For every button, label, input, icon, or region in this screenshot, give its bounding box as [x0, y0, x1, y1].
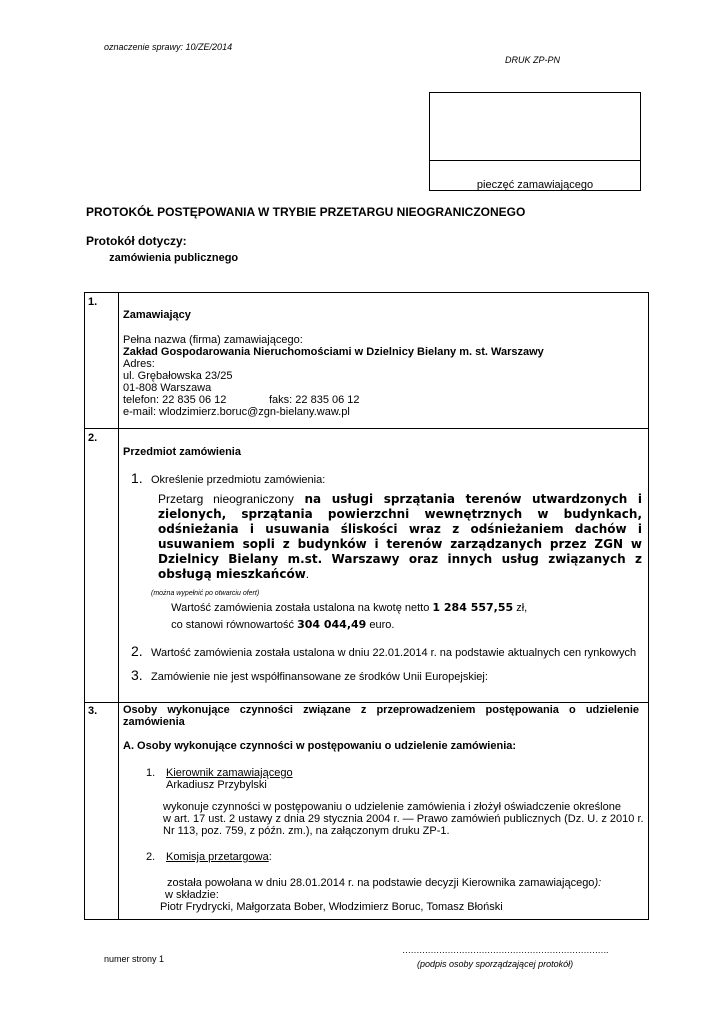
value-line: [151, 602, 645, 614]
concerns-item-label: zamówienia publicznego: [109, 252, 239, 264]
section-2: [123, 446, 645, 683]
committee-colon: :: [268, 851, 272, 863]
form-code: DRUK ZP-PN: [505, 55, 561, 65]
committee-members: Piotr Frydrycki, Małgorzata Bober, Włodzimierz Boruc, Tomasz Błoński: [160, 901, 503, 913]
row-divider-1: [85, 428, 648, 429]
city: 01-808 Warszawa: [123, 382, 212, 394]
subject-item-label: Określenie przedmiotu zamówienia:: [151, 474, 326, 486]
eu-funding-number: 3.: [131, 667, 143, 683]
manager-number: 1.: [146, 767, 156, 779]
equiv-amount: 304 044,49: [297, 618, 367, 631]
fill-note: (można wypełnić po otwarciu ofert): [151, 590, 260, 597]
committee-item: [146, 851, 645, 863]
manager-name: Arkadiusz Przybylski: [166, 779, 267, 791]
stamp-divider: [430, 160, 640, 161]
protocol-table: [84, 292, 649, 920]
committee-label: Komisja przetargowa: [166, 851, 269, 863]
section-1-title: Zamawiający: [123, 309, 191, 321]
eu-funding-text: Zamówienie nie jest współfinansowane ze środków Unii Europejskiej:: [151, 671, 488, 683]
section-3-title: Osoby wykonujące czynności związane z przeprowadzeniem postępowania o udzielenie zamówienia: [123, 704, 639, 728]
concerns-label: Protokół dotyczy:: [86, 234, 187, 248]
eu-funding-item: [131, 669, 645, 683]
section-3: [123, 704, 645, 913]
stamp-label: pieczęć zamawiającego: [476, 179, 594, 191]
page-number: numer strony 1: [104, 954, 165, 964]
fax: faks: 22 835 06 12: [269, 394, 360, 406]
signature-line: ……………………………………………………………….: [402, 945, 609, 955]
section-2-title: Przedmiot zamówienia: [123, 446, 241, 458]
concerns-item: [86, 252, 238, 264]
address-label: Adres:: [123, 358, 155, 370]
table-column-divider: [118, 293, 119, 919]
manager-label: Kierownik zamawiającego: [166, 767, 293, 779]
manager-statement: [153, 801, 645, 837]
full-name: Zakład Gospodarowania Nieruchomościami w Dzielnicy Bielany m. st. Warszawy: [123, 346, 544, 358]
committee-number: 2.: [146, 851, 156, 863]
section-1-number: 1.: [88, 296, 98, 308]
equiv-text: co stanowi równowartość: [171, 619, 298, 631]
manager-statement-line-1: [153, 801, 645, 813]
phone-fax: [123, 394, 645, 406]
section-2-number: 2.: [88, 432, 98, 444]
subject-item: [123, 472, 645, 486]
subject-lead: Przetarg nieograniczony: [158, 492, 294, 506]
value-text: Wartość zamówienia została ustalona na kwotę netto: [171, 602, 433, 614]
email: e-mail: wlodzimierz.boruc@zgn-bielany.waw.pl: [123, 406, 350, 418]
value-date-number: 2.: [131, 643, 143, 659]
committee-statement: [153, 877, 645, 901]
document-title: PROTOKÓŁ POSTĘPOWANIA W TRYBIE PRZETARGU NIEOGRANICZONEGO: [86, 205, 526, 219]
committee-statement-text: została powołana w dniu 28.01.2014 r. na podstawie decyzji Kierownika zamawiającego: [167, 877, 595, 889]
manager-statement-line-3: Nr 113, poz. 759, z późn. zm.), na załączonym druku ZP-1.: [163, 825, 450, 837]
value-currency: zł,: [513, 602, 528, 614]
manager-statement-line-2: w art. 17 ust. 2 ustawy z dnia 29 stycznia 2004 r. — Prawo zamówień publicznych (Dz. U. z 2010 r.: [163, 813, 644, 825]
section-1: [123, 309, 645, 418]
full-name-label: Pełna nazwa (firma) zamawiającego:: [123, 334, 303, 346]
row-divider-2: [85, 702, 648, 703]
value-date-item: [131, 645, 645, 659]
street: ul. Grębałowska 23/25: [123, 370, 233, 382]
section-3-number: 3.: [88, 705, 98, 717]
manager-statement-text-1: wykonuje czynności w postępowaniu o udzielenie zamówienia i złożył oświadczenie określone: [163, 801, 621, 813]
stamp-box: [429, 92, 641, 191]
subject-end: .: [305, 567, 310, 581]
subject-description: [158, 492, 642, 582]
signature-caption: (podpis osoby sporządzającej protokół): [417, 959, 574, 969]
value-amount: 1 284 557,55: [432, 601, 514, 614]
committee-composition-label: w składzie:: [165, 889, 219, 901]
subject-text: na usługi sprzątania terenów utwardzonych i zielonych, sprzątania powierzchni wewnętrznych w budynkach, odśnieżania i usuwania śliskości wraz z odśnieżaniem dachów i usuwaniem sopli z budynków i terenów zarządzanych przez ZGN w Dzielnicy Bielany m.st. Warszawy oraz innych usług związanych z obsługą mieszkańców: [158, 492, 642, 581]
committee-statement-end: ):: [594, 877, 602, 889]
equiv-line: [151, 619, 645, 631]
value-date-text: Wartość zamówienia została ustalona w dniu 22.01.2014 r. na podstawie aktualnych cen rynkowych: [151, 647, 637, 659]
manager-item: [146, 767, 645, 779]
committee-statement-line-1: [153, 877, 645, 889]
phone: telefon: 22 835 06 12: [123, 394, 227, 406]
subsection-a: A. Osoby wykonujące czynności w postępowaniu o udzielenie zamówienia:: [123, 740, 517, 752]
equiv-currency: euro.: [366, 619, 395, 631]
subject-item-number: 1.: [131, 470, 143, 486]
case-reference: oznaczenie sprawy: 10/ZE/2014: [104, 42, 233, 52]
